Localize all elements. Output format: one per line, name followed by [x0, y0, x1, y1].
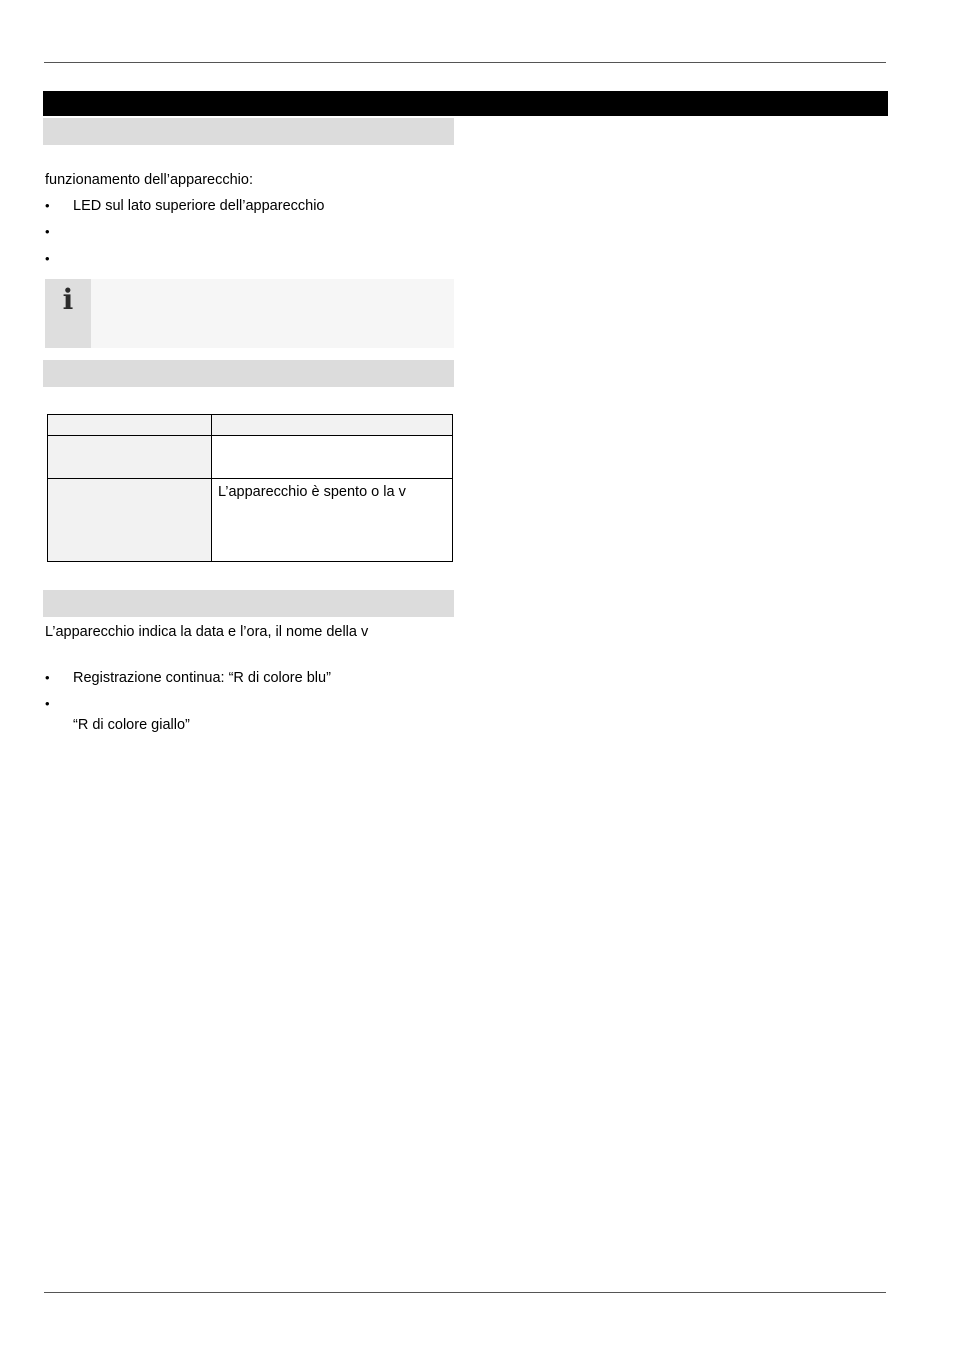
display-bullet-1-text: Registrazione continua: “R di colore blu”: [73, 670, 331, 686]
section-heading-bar-1: [43, 118, 454, 145]
footer-rule: [44, 1292, 886, 1293]
section-heading-bar-3: [43, 590, 454, 617]
display-bullet-1-marker: •: [45, 670, 50, 685]
bullet-1-text: LED sul lato superiore dell’apparecchio: [73, 198, 325, 214]
info-icon: i: [62, 283, 74, 316]
table-header-cell: [212, 415, 453, 436]
status-table: [47, 414, 453, 562]
table-row: [48, 436, 453, 479]
header-rule: [44, 62, 886, 63]
bullet-1-marker: •: [45, 198, 50, 213]
display-bullet-2-continuation: “R di colore giallo”: [73, 717, 190, 733]
display-bullet-2-marker: •: [45, 696, 50, 711]
table-header-cell: [48, 415, 212, 436]
intro-paragraph: funzionamento dell’apparecchio:: [45, 172, 253, 188]
info-note-box: [45, 279, 454, 348]
section-heading-bar-2: [43, 360, 454, 387]
table-cell-state: [48, 436, 212, 479]
bullet-3-marker: •: [45, 251, 50, 266]
table-cell-meaning: [212, 436, 453, 479]
bullet-2-marker: •: [45, 224, 50, 239]
table-row: [48, 479, 453, 562]
display-paragraph: L’apparecchio indica la data e l’ora, il nome della v: [45, 624, 369, 640]
table-cell-state: [48, 479, 212, 562]
chapter-heading-bar: [43, 91, 888, 116]
table-cell-meaning: L’apparecchio è spento o la v: [212, 479, 453, 562]
table-header-row: [48, 415, 453, 436]
